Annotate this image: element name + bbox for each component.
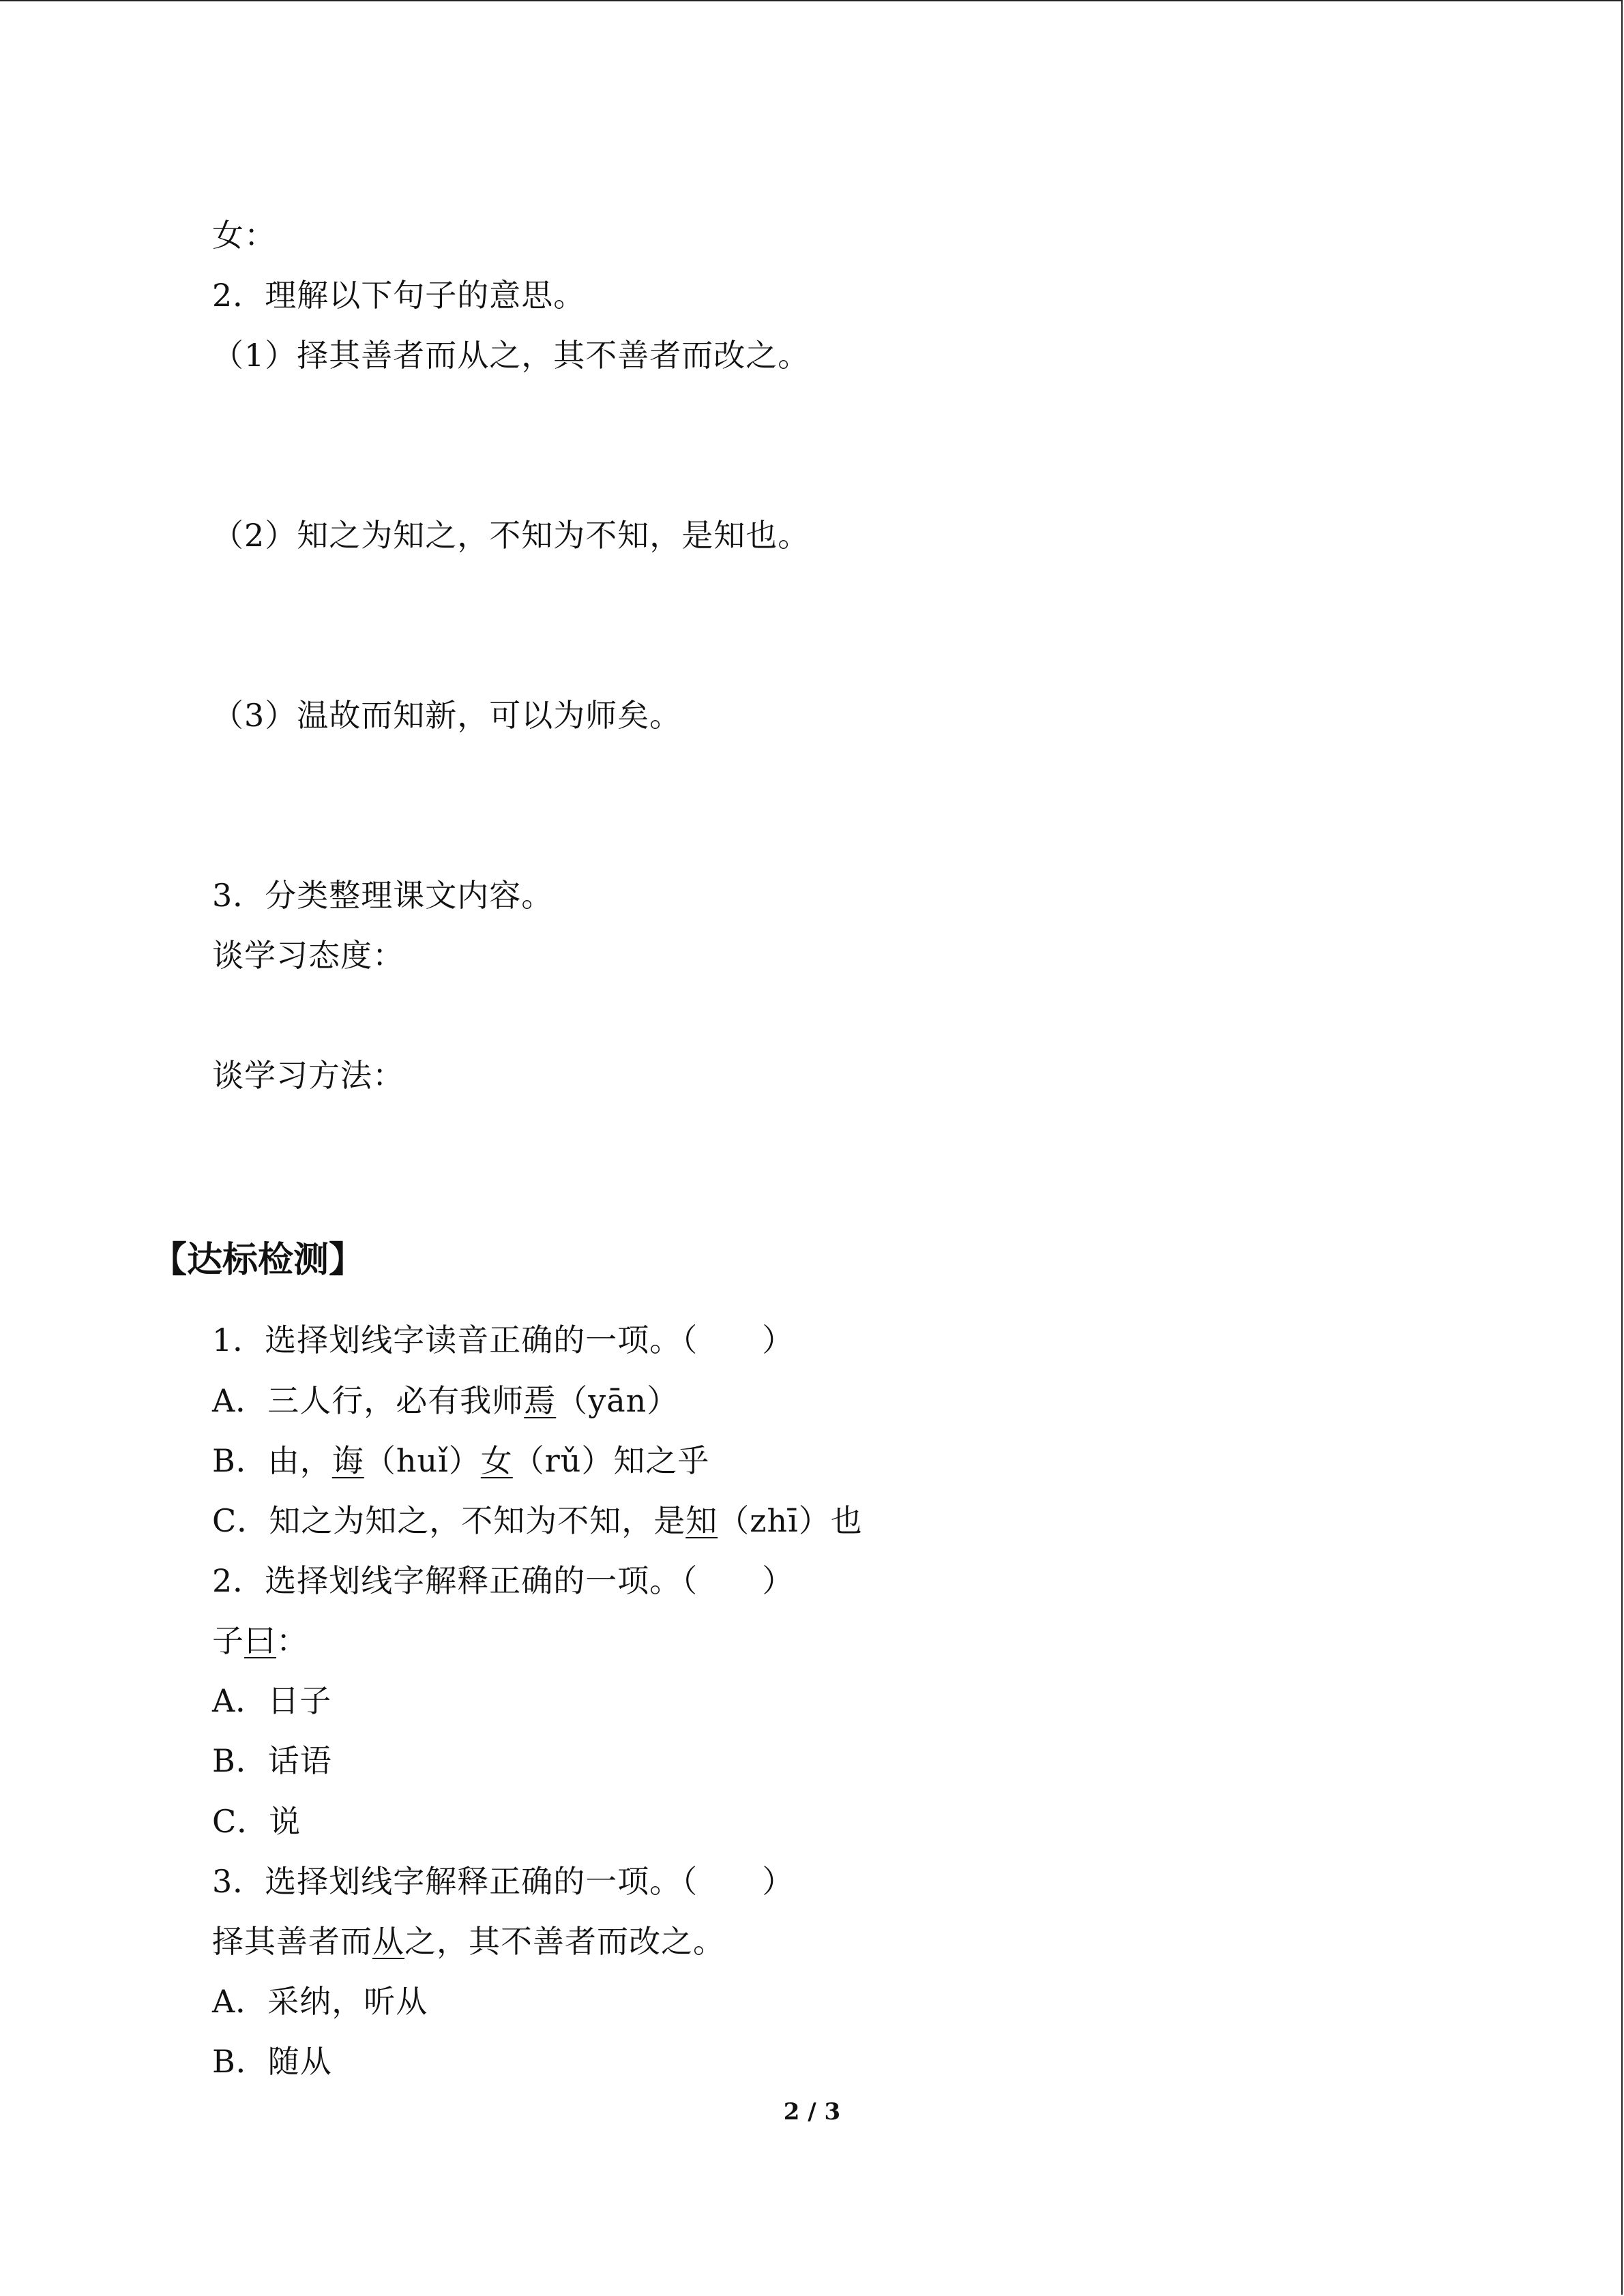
- q2-title: 2．理解以下句子的意思。: [212, 277, 586, 314]
- test-q1-option-c: C．知之为知之，不知为不知，是知（zhī）也: [212, 1502, 863, 1539]
- underlined-char: 焉: [524, 1382, 557, 1419]
- underlined-char: 知: [685, 1502, 718, 1539]
- underlined-char: 从: [372, 1923, 404, 1960]
- q2-item-2: （2）知之为知之，不知为不知，是知也。: [212, 517, 810, 554]
- test-q2-option-c: C．说: [212, 1803, 301, 1840]
- test-q3-option-a: A．采纳，听从: [212, 1983, 428, 2020]
- test-q3-option-b: B．随从: [212, 2043, 332, 2080]
- underlined-char: 曰: [244, 1622, 276, 1659]
- test-q1-option-a: A．三人行，必有我师焉（yān）: [212, 1382, 679, 1419]
- test-q2-option-a: A．日子: [212, 1682, 332, 1719]
- q2-item-3: （3）温故而知新，可以为师矣。: [212, 697, 682, 734]
- underlined-char: 女: [480, 1442, 513, 1479]
- nv-label: 女：: [212, 217, 276, 254]
- test-q2-title: 2．选择划线字解释正确的一项。（ ）: [212, 1562, 795, 1599]
- q2-item-1: （1）择其善者而从之，其不善者而改之。: [212, 337, 810, 374]
- test-q1-option-b: B．由，诲（huǐ）女（rǔ）知之乎: [212, 1442, 710, 1479]
- q3-title: 3．分类整理课文内容。: [212, 877, 554, 914]
- method-label: 谈学习方法：: [212, 1057, 404, 1094]
- test-q1-title: 1．选择划线字读音正确的一项。（ ）: [212, 1322, 795, 1358]
- attitude-label: 谈学习态度：: [212, 937, 404, 974]
- test-q3-stem: 择其善者而从之，其不善者而改之。: [212, 1923, 725, 1960]
- section-title: 【达标检测】: [151, 1240, 365, 1281]
- test-q3-title: 3．选择划线字解释正确的一项。（ ）: [212, 1863, 795, 1900]
- test-q2-option-b: B．话语: [212, 1742, 332, 1779]
- test-q2-stem: 子曰：: [212, 1622, 308, 1659]
- page-number: 2 / 3: [783, 2098, 841, 2126]
- underlined-char: 诲: [331, 1442, 364, 1479]
